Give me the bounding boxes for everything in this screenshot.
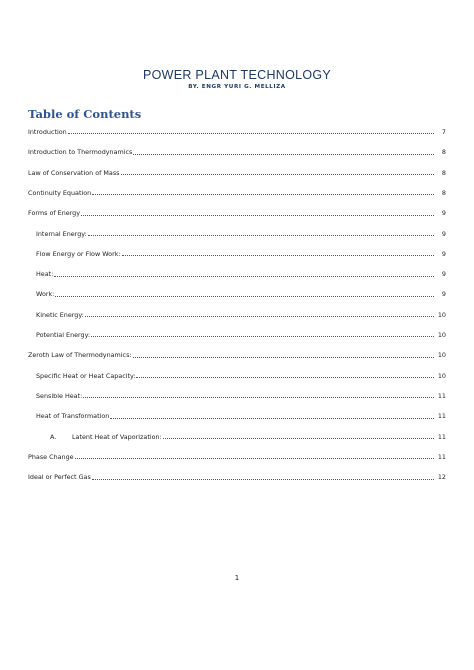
toc-entry-label bbox=[36, 412, 110, 420]
toc-dot-leader bbox=[83, 397, 434, 398]
toc-entry-text: Phase Change bbox=[28, 452, 74, 461]
toc-entry-label bbox=[36, 250, 122, 258]
toc-entry-page: 11 bbox=[437, 412, 446, 421]
toc-entry[interactable] bbox=[36, 388, 446, 400]
toc-dot-leader bbox=[91, 336, 434, 337]
toc-entry[interactable] bbox=[28, 144, 446, 156]
toc-entry-label bbox=[28, 128, 68, 136]
toc-entry-text: Ideal or Perfect Gas bbox=[28, 473, 91, 482]
toc-entry[interactable] bbox=[36, 368, 446, 380]
toc-entry-label bbox=[50, 433, 163, 441]
toc-entry-text: Continuity Equation bbox=[28, 188, 92, 197]
toc-entry-text: Sensible Heat: bbox=[36, 391, 83, 400]
toc-entry-page: 9 bbox=[441, 249, 446, 258]
toc-entry-page: 8 bbox=[441, 148, 446, 157]
toc-entry-label bbox=[36, 230, 88, 238]
toc-dot-leader bbox=[92, 194, 434, 195]
toc-entry-page: 10 bbox=[437, 371, 446, 380]
toc-entry[interactable] bbox=[36, 266, 446, 278]
toc-entry-text: Internal Energy: bbox=[36, 229, 87, 238]
page-number: 1 bbox=[234, 574, 240, 582]
toc-entry-page: 10 bbox=[437, 310, 446, 319]
toc-entry[interactable] bbox=[36, 327, 446, 339]
toc-dot-leader bbox=[55, 296, 434, 297]
toc-dot-leader bbox=[81, 215, 434, 216]
toc-entry-label bbox=[28, 473, 92, 481]
toc-entry-label bbox=[36, 290, 55, 298]
toc-entry-page: 9 bbox=[441, 290, 446, 299]
toc-entry[interactable] bbox=[28, 205, 446, 217]
toc-entry-page: 9 bbox=[441, 229, 446, 238]
toc-entry-page: 8 bbox=[441, 188, 446, 197]
toc-entry-page: 9 bbox=[441, 270, 446, 279]
toc-dot-leader bbox=[136, 377, 434, 378]
toc-entry[interactable] bbox=[28, 449, 446, 461]
toc-dot-leader bbox=[121, 174, 435, 175]
toc-entry-page: 12 bbox=[437, 473, 446, 482]
toc-entry-text: Zeroth Law of Thermodynamics: bbox=[28, 351, 132, 360]
toc-entry-text: Work: bbox=[36, 290, 55, 299]
toc-entry-text: Specific Heat or Heat Capacity: bbox=[36, 371, 136, 380]
toc-entry-text: Law of Conservation of Mass bbox=[28, 168, 120, 177]
toc-entry-page: 9 bbox=[441, 209, 446, 218]
toc-entry[interactable] bbox=[28, 124, 446, 136]
toc-entry-label bbox=[28, 148, 133, 156]
toc-entry[interactable] bbox=[28, 185, 446, 197]
toc-entry-text: Latent Heat of Vaporization: bbox=[72, 432, 162, 441]
toc-entry-label bbox=[28, 169, 121, 177]
toc-entry-label bbox=[36, 372, 136, 380]
toc-entry-label bbox=[36, 270, 54, 278]
toc-entry-text: Potential Energy: bbox=[36, 331, 91, 339]
toc-entry-page: 11 bbox=[437, 452, 446, 461]
toc-entry-label bbox=[28, 189, 92, 197]
toc-entry[interactable] bbox=[36, 226, 446, 238]
toc-entry[interactable] bbox=[36, 246, 446, 258]
toc-entry-page: 7 bbox=[441, 128, 446, 136]
toc-entry[interactable] bbox=[36, 408, 446, 420]
toc-entry-text: Forms of Energy bbox=[28, 209, 81, 218]
document-title: POWER PLANT TECHNOLOGY bbox=[142, 68, 332, 82]
toc-dot-leader bbox=[68, 133, 434, 134]
toc-entry-page: 8 bbox=[441, 168, 446, 177]
toc-heading: Table of Contents bbox=[28, 107, 142, 121]
toc-entry-label bbox=[36, 331, 91, 339]
document-byline: BY. ENGR YURI G. MELLIZA bbox=[188, 84, 286, 90]
toc-entry[interactable] bbox=[28, 347, 446, 359]
toc-entry-marker: A. bbox=[50, 432, 57, 441]
toc-entry-text: Heat of Transformation bbox=[36, 412, 110, 421]
toc-entry-label bbox=[36, 392, 83, 400]
toc-entry-page: 11 bbox=[437, 391, 446, 400]
toc-entry[interactable] bbox=[28, 469, 446, 481]
toc-entry-text: Introduction bbox=[28, 128, 67, 136]
toc-entry-label bbox=[28, 351, 133, 359]
toc-dot-leader bbox=[122, 255, 434, 256]
toc-dot-leader bbox=[85, 316, 434, 317]
toc-dot-leader bbox=[75, 458, 434, 459]
toc-entry-text: Heat: bbox=[36, 270, 54, 279]
toc-entry[interactable] bbox=[50, 429, 446, 441]
toc-dot-leader bbox=[110, 418, 434, 419]
toc-entry-page: 10 bbox=[437, 351, 446, 360]
toc-entry-label bbox=[36, 311, 85, 319]
toc-entry[interactable] bbox=[28, 165, 446, 177]
toc-entry-label bbox=[28, 453, 75, 461]
toc-entry-text: Introduction to Thermodynamics bbox=[28, 148, 133, 157]
toc-entry[interactable] bbox=[36, 307, 446, 319]
toc-dot-leader bbox=[133, 154, 434, 155]
toc-entry[interactable] bbox=[36, 286, 446, 298]
toc-entry-page: 10 bbox=[437, 331, 446, 339]
toc-entry-page: 11 bbox=[437, 432, 446, 441]
toc-entry-text: Kinetic Energy: bbox=[36, 310, 84, 319]
toc-dot-leader bbox=[54, 276, 434, 277]
toc-dot-leader bbox=[92, 479, 434, 480]
toc-entry-label bbox=[28, 209, 81, 217]
toc-dot-leader bbox=[133, 357, 434, 358]
toc-dot-leader bbox=[163, 438, 434, 439]
toc-entry-text: Flow Energy or Flow Work: bbox=[36, 249, 121, 258]
toc-dot-leader bbox=[88, 235, 434, 236]
